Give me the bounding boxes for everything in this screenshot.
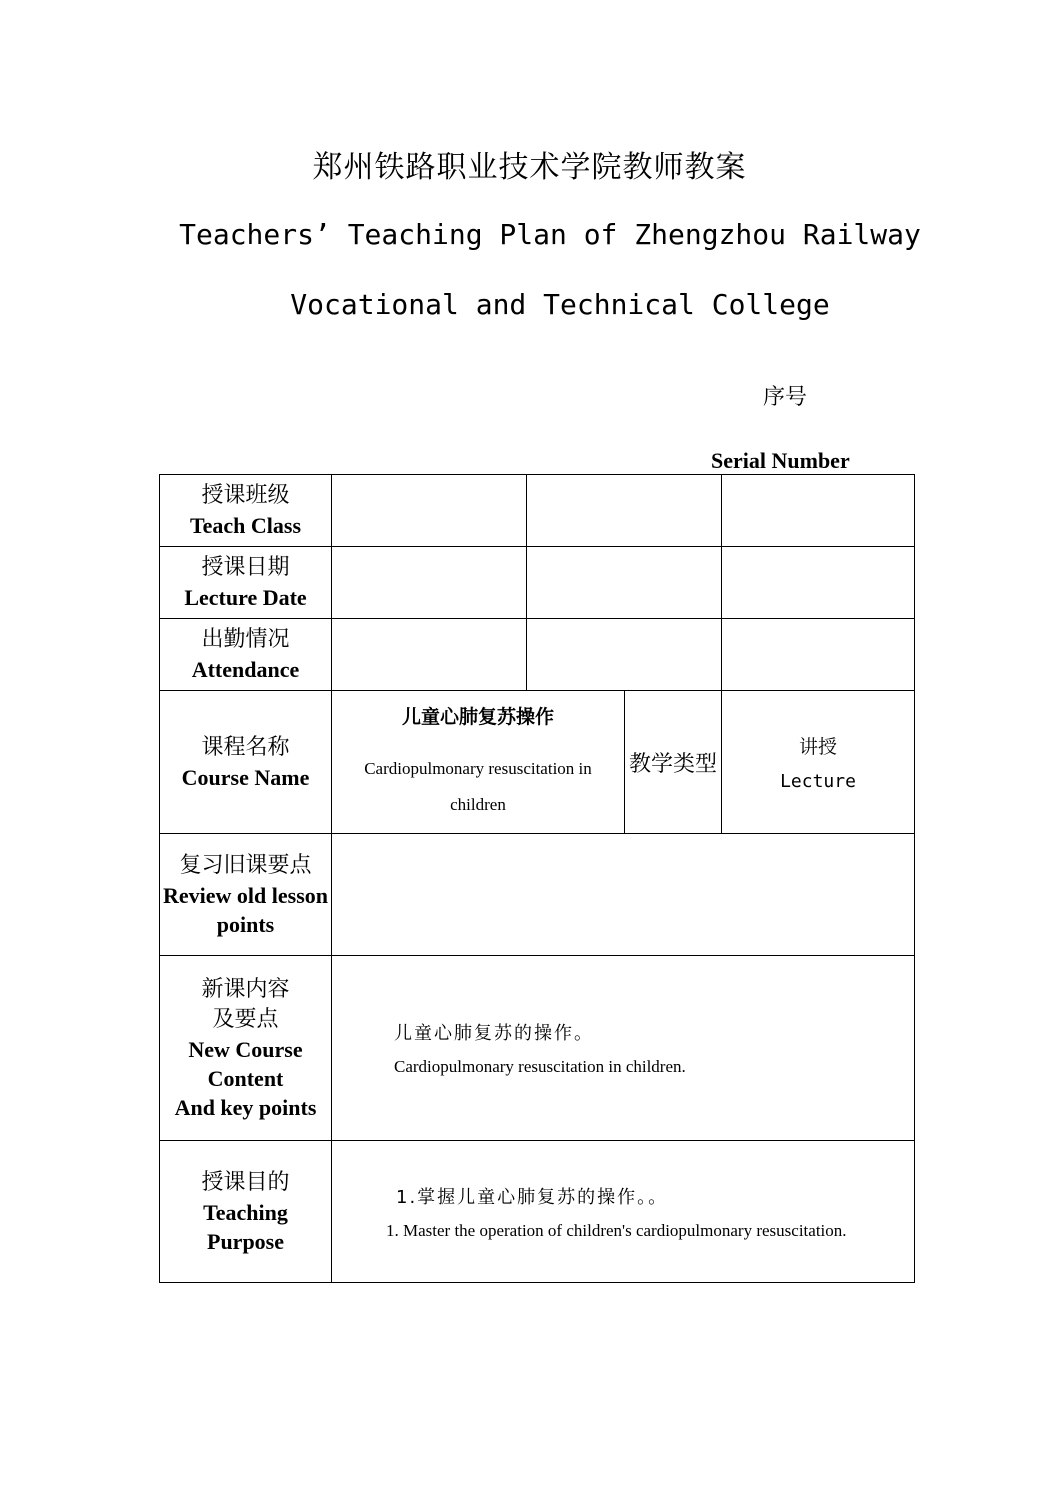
review-label: 复习旧课要点 Review old lesson points [160,834,332,956]
teaching-type-value-cn: 讲授 [798,736,837,758]
attendance-label: 出勤情况 Attendance [160,619,332,691]
row-teach-class [160,475,915,547]
teaching-plan-table [159,474,915,1283]
lecture-date-label: 授课日期 Lecture Date [160,547,332,619]
purpose-value [332,1141,915,1283]
row-attendance [160,619,915,691]
new-content-label: 新课内容 及要点 New Course Content And key points [160,956,332,1141]
attendance-cell-1[interactable] [332,619,527,691]
teach-class-cell-1[interactable] [332,475,527,547]
purpose-cn: 1.掌握儿童心肺复苏的操作。。 [396,1186,669,1208]
course-name-cn: 儿童心肺复苏操作 [401,705,554,728]
new-content-cn: 儿童心肺复苏的操作。 [394,1023,594,1044]
teaching-type-value [722,691,915,834]
serial-number-label-en: Serial Number [711,448,850,473]
row-lecture-date [160,547,915,619]
lecture-date-cell-3[interactable] [722,547,915,619]
new-content-value [332,956,915,1141]
lecture-date-cell-1[interactable] [332,547,527,619]
teaching-type-label: 教学类型 [625,691,722,834]
review-content[interactable] [332,834,915,956]
row-new-content [160,956,915,1141]
teaching-type-value-en: Lecture [780,771,856,792]
teach-class-cell-3[interactable] [722,475,915,547]
new-content-en: Cardiopulmonary resuscitation in children. [394,1057,686,1076]
document-title-cn: 郑州铁路职业技术学院教师教案 [312,150,747,185]
serial-number-label-cn: 序号 [763,385,808,410]
course-name-en: Cardiopulmonary resuscitation in children [364,758,592,814]
row-review [160,834,915,956]
course-name-label: 课程名称 Course Name [160,691,332,834]
attendance-cell-3[interactable] [722,619,915,691]
lecture-date-cell-2[interactable] [527,547,722,619]
row-purpose [160,1141,915,1283]
document-title-en-line2: Vocational and Technical College [290,288,830,321]
document-title-en-line1: Teachers’ Teaching Plan of Zhengzhou Railway [179,218,921,251]
row-course-name [160,691,915,834]
course-name-value [332,691,625,834]
teach-class-cell-2[interactable] [527,475,722,547]
purpose-en: 1. Master the operation of children's cardiopulmonary resuscitation. [386,1220,847,1240]
purpose-label: 授课目的 Teaching Purpose [160,1141,332,1283]
attendance-cell-2[interactable] [527,619,722,691]
teach-class-label: 授课班级 Teach Class [160,475,332,547]
